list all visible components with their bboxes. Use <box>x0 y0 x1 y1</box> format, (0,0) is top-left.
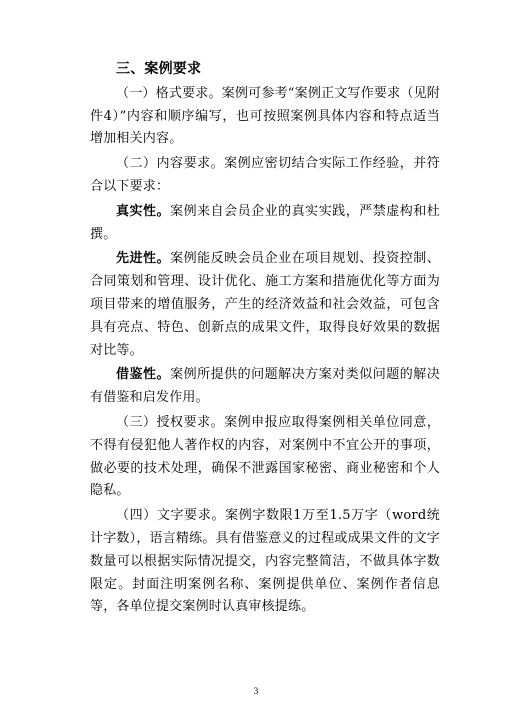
paragraph-text: （二）内容要求。案例应密切结合实际工作经验，并符合以下要求： <box>90 156 440 194</box>
page-number: 3 <box>253 686 259 696</box>
paragraph-lead: 借鉴性。 <box>116 367 171 383</box>
paragraph-format-requirement <box>90 83 440 151</box>
paragraph-lead: 真实性。 <box>116 203 171 219</box>
section-heading: 三、案例要求 <box>116 61 202 77</box>
paragraph-text: （四）文字要求。案例字数限1万至1.5万字（word统计字数），语言精练。具有借鉴意义的过程或成果文件的文字数量可以根据实际情况提交，内容完整简洁，不做具体字数限定。封面注明案例名称、案例提供单位、案例作者信息等，各单位提交案例时认真审核提练。 <box>90 508 440 615</box>
paragraph-text: 案例所提供的问题解决方案对类似问题的解决有借鉴和启发作用。 <box>90 367 440 406</box>
paragraph-text: （三）授权要求。案例申报应取得案例相关单位同意，不得有侵犯他人著作权的内容，对案例中不宜公开的事项，做必要的技术处理，确保不泄露国家秘密、商业秘密和个人隐私。 <box>90 414 440 499</box>
page-body <box>90 58 440 619</box>
paragraph-content-requirement <box>90 153 440 199</box>
paragraph-text: 案例来自会员企业的真实实践，严禁虚构和杜撰。 <box>90 203 440 242</box>
paragraph-text: （一）格式要求。案例可参考“案例正文写作要求（见附件4）”内容和顺序编写，也可按照案例具体内容和特点适当增加相关内容。 <box>90 85 440 147</box>
paragraph-authorization-requirement <box>90 412 440 503</box>
paragraph-lead: 先进性。 <box>116 251 171 267</box>
paragraph-reference-value <box>90 364 440 410</box>
paragraph-text-requirement <box>90 505 440 619</box>
paragraph-text: 案例能反映会员企业在项目规划、投资控制、合同策划和管理、设计优化、施工方案和措施优化等方面为项目带来的增值服务，产生的经济效益和社会效益，可包含具有亮点、特色、创新点的成果文件，取得良好效果的数据对比等。 <box>90 251 440 358</box>
paragraph-authenticity <box>90 201 440 247</box>
paragraph-advancement <box>90 248 440 362</box>
